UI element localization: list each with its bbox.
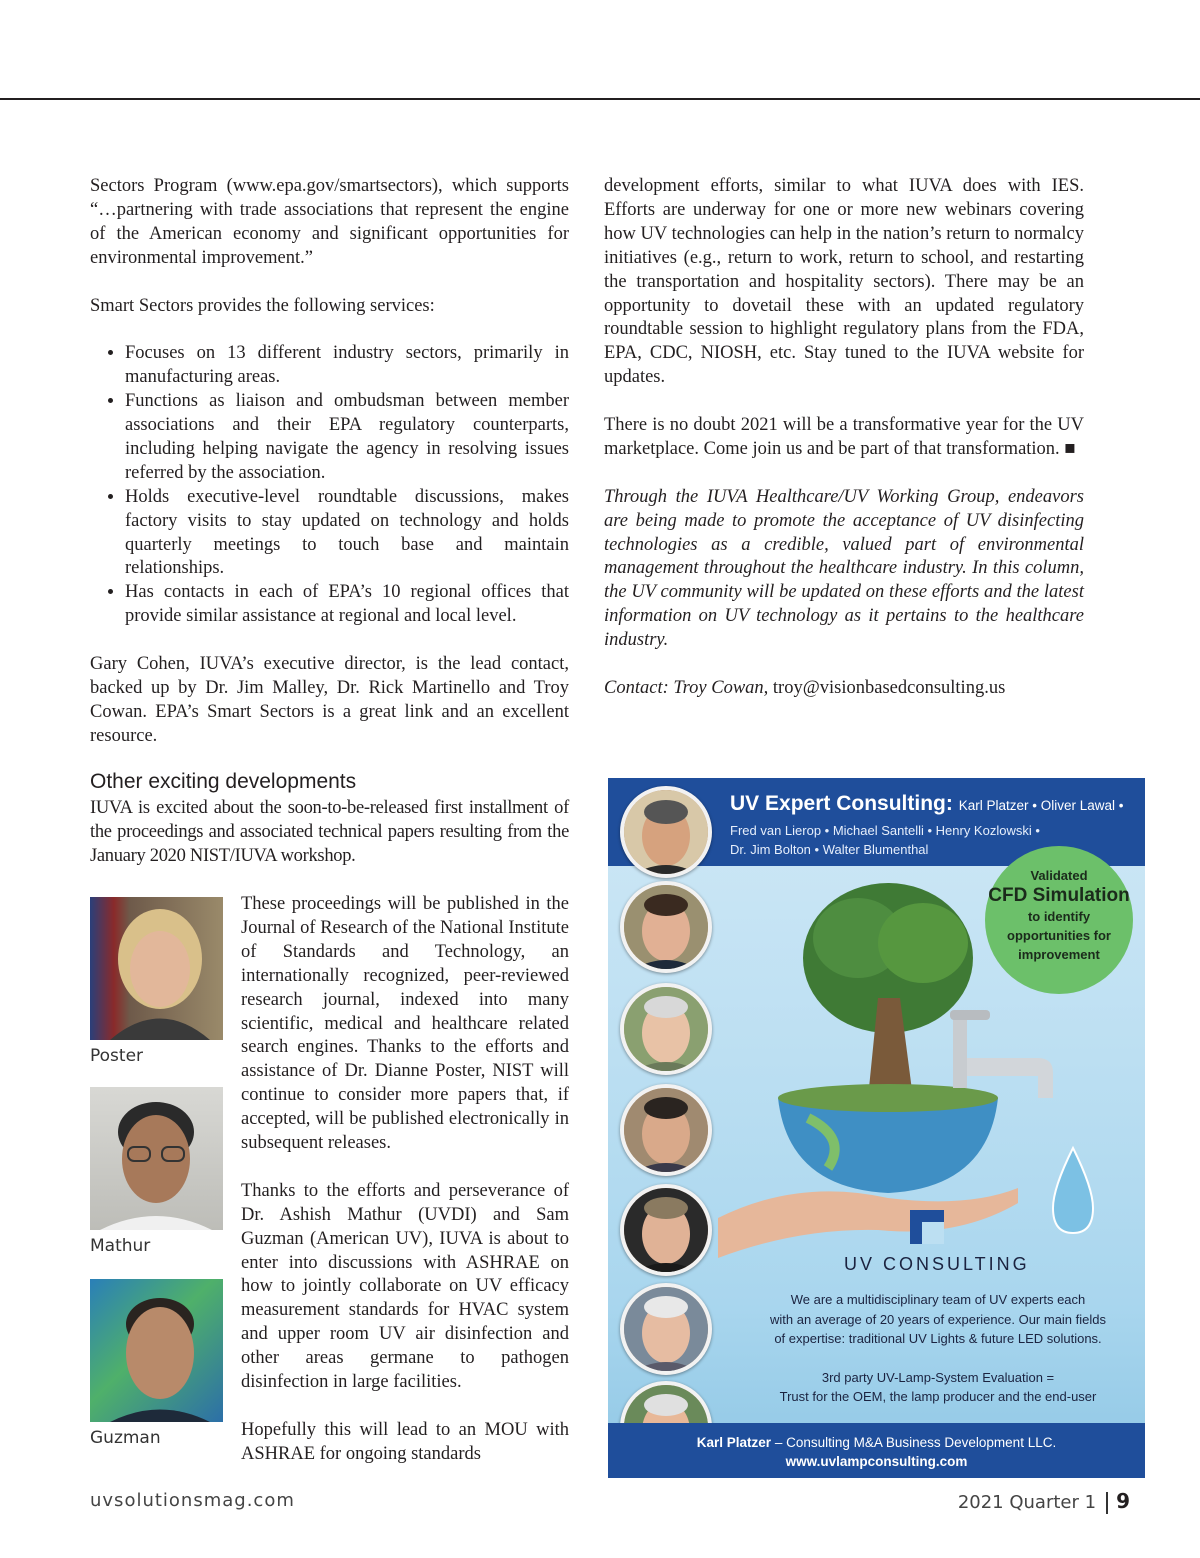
header-rule <box>0 98 1200 100</box>
intro-paragraph <box>90 797 569 893</box>
paragraph: These proceedings will be published in the Journal of Research of the National Institute of Standards and Technology, an internationally recognized, peer-reviewed research journal, indexed into many scientific, medical and healthcare related search engines. Thanks to the efforts and assistance of Dr. Dianne Poster, NIST will continue to consider more papers that, if accepted, will be published electronically in subsequent releases. <box>241 894 569 1154</box>
paragraph: Hopefully this will lead to an MOU with ASHRAE for ongoing standards <box>241 1419 569 1464</box>
avatar <box>620 1283 712 1375</box>
badge-line: to identify <box>1027 909 1091 924</box>
site-url[interactable]: uvsolutionsmag.com <box>90 1490 295 1511</box>
list-item: • Functions as liaison and ombudsman between member associations and their EPA regulatory counterparts, including helping navigate the agency in resolving issues referred by the association. <box>125 390 569 486</box>
narrow-column <box>241 893 569 1491</box>
paragraph: Smart Sectors provides the following services: <box>90 295 435 316</box>
contact-label: Contact: Troy Cowan, <box>604 677 769 698</box>
paragraph: IUVA is excited about the soon-to-be-released first installment of the proceedings and associated technical papers resulting from the January 2020 NIST/IUVA workshop. <box>90 798 569 866</box>
column-note: Through the IUVA Healthcare/UV Working Group, endeavors are being made to promote the acceptance of UV disinfecting technologies as a credible, valued part of environmental management throughout the healthcare industry. In this column, the UV community will be updated on these efforts and the latest information on UV technology as it pertains to the healthcare industry. <box>604 486 1084 651</box>
contact-line <box>604 677 1084 701</box>
ad-contact-name: Karl Platzer <box>696 1435 772 1450</box>
paragraph: development efforts, similar to what IUVA does with IES. Efforts are underway for one or more new webinars covering how UV technologies can help in the nation’s return to normalcy initiatives (e.g., return to work, return to school, and restarting the transportation and hospitality sectors). There may be an opportunity to dovetail these with an updated regulatory roundtable session to highlight regulatory plans from the FDA, EPA, CDC, NIOSH, etc. Stay tuned to the IUVA website for updates. <box>604 176 1084 388</box>
ad-names-line: Dr. Jim Bolton • Walter Blumenthal <box>730 842 929 857</box>
ad-contact-line <box>608 1433 1145 1452</box>
right-column <box>604 175 1084 725</box>
photo-caption: Poster <box>90 1046 144 1066</box>
cfd-simulation-badge <box>985 846 1133 994</box>
paragraph: Sectors Program (www.epa.gov/smartsectors), which supports “…partnering with trade associations that represent the engine of the American economy and significant opportunities for environmental improvement.” <box>90 176 569 268</box>
left-column <box>90 175 569 773</box>
closing-text: There is no doubt 2021 will be a transformative year for the UV marketplace. Come join us and be part of that transformation. <box>604 415 1084 459</box>
ad-desc-line: of expertise: traditional UV Lights & future LED solutions. <box>774 1331 1102 1346</box>
poster-photo <box>90 897 223 1040</box>
photo-caption: Mathur <box>90 1236 151 1256</box>
paragraph <box>604 414 1084 462</box>
uv-consulting-ad[interactable] <box>608 778 1145 1478</box>
issue-label: 2021 Quarter 1 <box>957 1492 1097 1513</box>
list-item: • Has contacts in each of EPA’s 10 regional offices that provide similar assistance at regional and local level. <box>125 581 569 629</box>
badge-line: CFD Simulation <box>988 885 1130 906</box>
list-item: • Holds executive-level roundtable discussions, makes factory visits to stay updated on technology and holds quarterly meetings to touch base and maintain relationships. <box>125 486 569 582</box>
badge-line: opportunities for <box>1007 928 1111 943</box>
end-mark: ■ <box>1064 438 1076 459</box>
ad-desc-line: We are a multidisciplinary team of UV experts each <box>790 1292 1086 1307</box>
avatar <box>620 881 712 973</box>
badge-line: improvement <box>1018 947 1100 962</box>
badge-line: Validated <box>1030 868 1088 883</box>
list-item: • Focuses on 13 different industry sectors, primarily in manufacturing areas. <box>125 342 569 390</box>
footer-divider <box>1106 1492 1108 1514</box>
ad-desc-line: with an average of 20 years of experience. Our main fields <box>769 1311 1106 1327</box>
ad-description <box>738 1290 1138 1407</box>
avatar <box>620 983 712 1075</box>
uv-consulting-logo-text: UV CONSULTING <box>844 1254 1030 1274</box>
ad-website-link[interactable]: www.uvlampconsulting.com <box>785 1454 968 1469</box>
page-footer <box>958 1489 1130 1514</box>
ad-footer-band <box>608 1423 1145 1478</box>
mathur-photo <box>90 1087 223 1230</box>
avatar <box>620 1084 712 1176</box>
ad-desc-line: 3rd party UV-Lamp-System Evaluation = <box>821 1369 1055 1385</box>
services-list <box>90 342 569 629</box>
contact-email[interactable]: troy@visionbasedconsulting.us <box>772 677 1006 698</box>
photo-caption: Guzman <box>90 1428 161 1448</box>
section-heading: Other exciting developments <box>90 770 357 793</box>
ad-names-line: Karl Platzer • Oliver Lawal • <box>958 798 1124 813</box>
avatar <box>620 1184 712 1276</box>
ad-title-text: UV Expert Consulting: <box>730 792 953 815</box>
ad-names <box>730 821 1040 859</box>
paragraph: Gary Cohen, IUVA’s executive director, is the lead contact, backed up by Dr. Jim Malley, Dr. Rick Martinello and Troy Cowan. EPA’s Smart Sectors is a great link and an excellent resource. <box>90 654 569 746</box>
ad-title <box>730 792 1123 816</box>
ad-names-line: Fred van Lierop • Michael Santelli • Henry Kozlowski • <box>730 823 1040 838</box>
paragraph: Thanks to the efforts and perseverance of Dr. Ashish Mathur (UVDI) and Sam Guzman (American UV), IUVA is about to enter into discussions with ASHRAE on how to jointly collaborate on UV efficacy measurement standards for HVAC system and upper room UV air disinfection and other areas germane to pathogen disinfection in large facilities. <box>241 1180 569 1393</box>
avatar <box>620 786 712 878</box>
ad-desc-line: Trust for the OEM, the lamp producer and the end-user <box>779 1389 1097 1404</box>
page-number: 9 <box>1116 1489 1130 1513</box>
guzman-photo <box>90 1279 223 1422</box>
ad-contact-company: – Consulting M&A Business Development LLC. <box>771 1435 1057 1450</box>
